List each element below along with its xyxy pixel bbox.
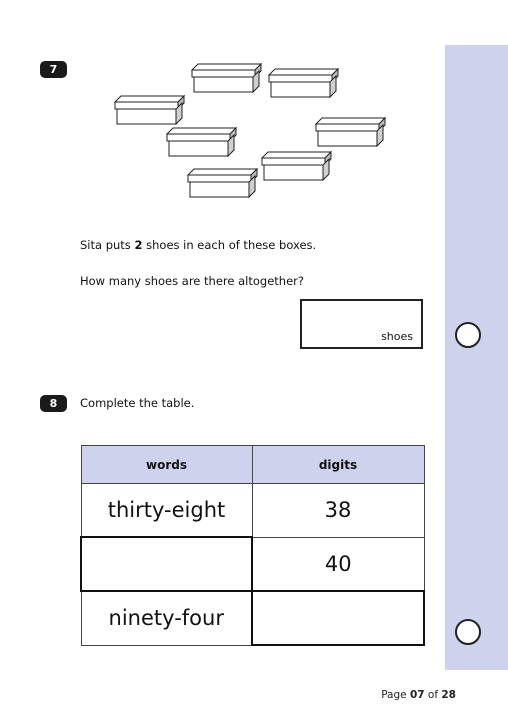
row-2-digits: 40 — [252, 537, 424, 591]
q7-mark-circle[interactable] — [455, 322, 481, 348]
q8-mark-circle[interactable] — [455, 619, 481, 645]
shoebox-icon — [262, 152, 331, 180]
q7-prompt-pre: Sita puts — [80, 238, 135, 252]
shoebox-icon — [115, 96, 184, 124]
shoeboxes-illustration — [110, 58, 395, 203]
row-3-digits-answer[interactable] — [252, 591, 424, 645]
table-row — [81, 537, 424, 591]
row-2-words-answer[interactable] — [81, 537, 252, 591]
page-total: 28 — [441, 689, 456, 701]
shoebox-icon — [188, 169, 257, 197]
shoebox-icon — [167, 128, 236, 156]
row-3-words: ninety-four — [81, 591, 252, 645]
marking-margin — [445, 45, 508, 670]
header-digits: digits — [252, 446, 424, 484]
shoebox-icon — [269, 69, 338, 97]
table-row — [81, 591, 424, 645]
q7-answer-unit: shoes — [381, 330, 413, 343]
q8-instruction: Complete the table. — [80, 396, 195, 410]
number-words-table — [80, 445, 425, 646]
question-7-badge: 7 — [40, 61, 67, 78]
q7-prompt-line-1 — [80, 238, 316, 252]
q7-prompt-line-2: How many shoes are there altogether? — [80, 274, 304, 288]
row-1-words: thirty-eight — [81, 484, 252, 538]
question-8-badge: 8 — [40, 395, 67, 412]
q7-prompt-post: shoes in each of these boxes. — [142, 238, 317, 252]
q7-prompt-number: 2 — [134, 238, 143, 252]
page-prefix: Page — [381, 689, 410, 701]
page-number — [381, 689, 456, 701]
table-header-row — [81, 446, 424, 484]
shoebox-icon — [192, 64, 261, 92]
header-words: words — [81, 446, 252, 484]
page-of: of — [424, 689, 442, 701]
row-1-digits: 38 — [252, 484, 424, 538]
table-row — [81, 484, 424, 538]
page-current: 07 — [409, 689, 425, 701]
q7-answer-box[interactable] — [300, 299, 423, 349]
shoebox-icon — [316, 118, 385, 146]
